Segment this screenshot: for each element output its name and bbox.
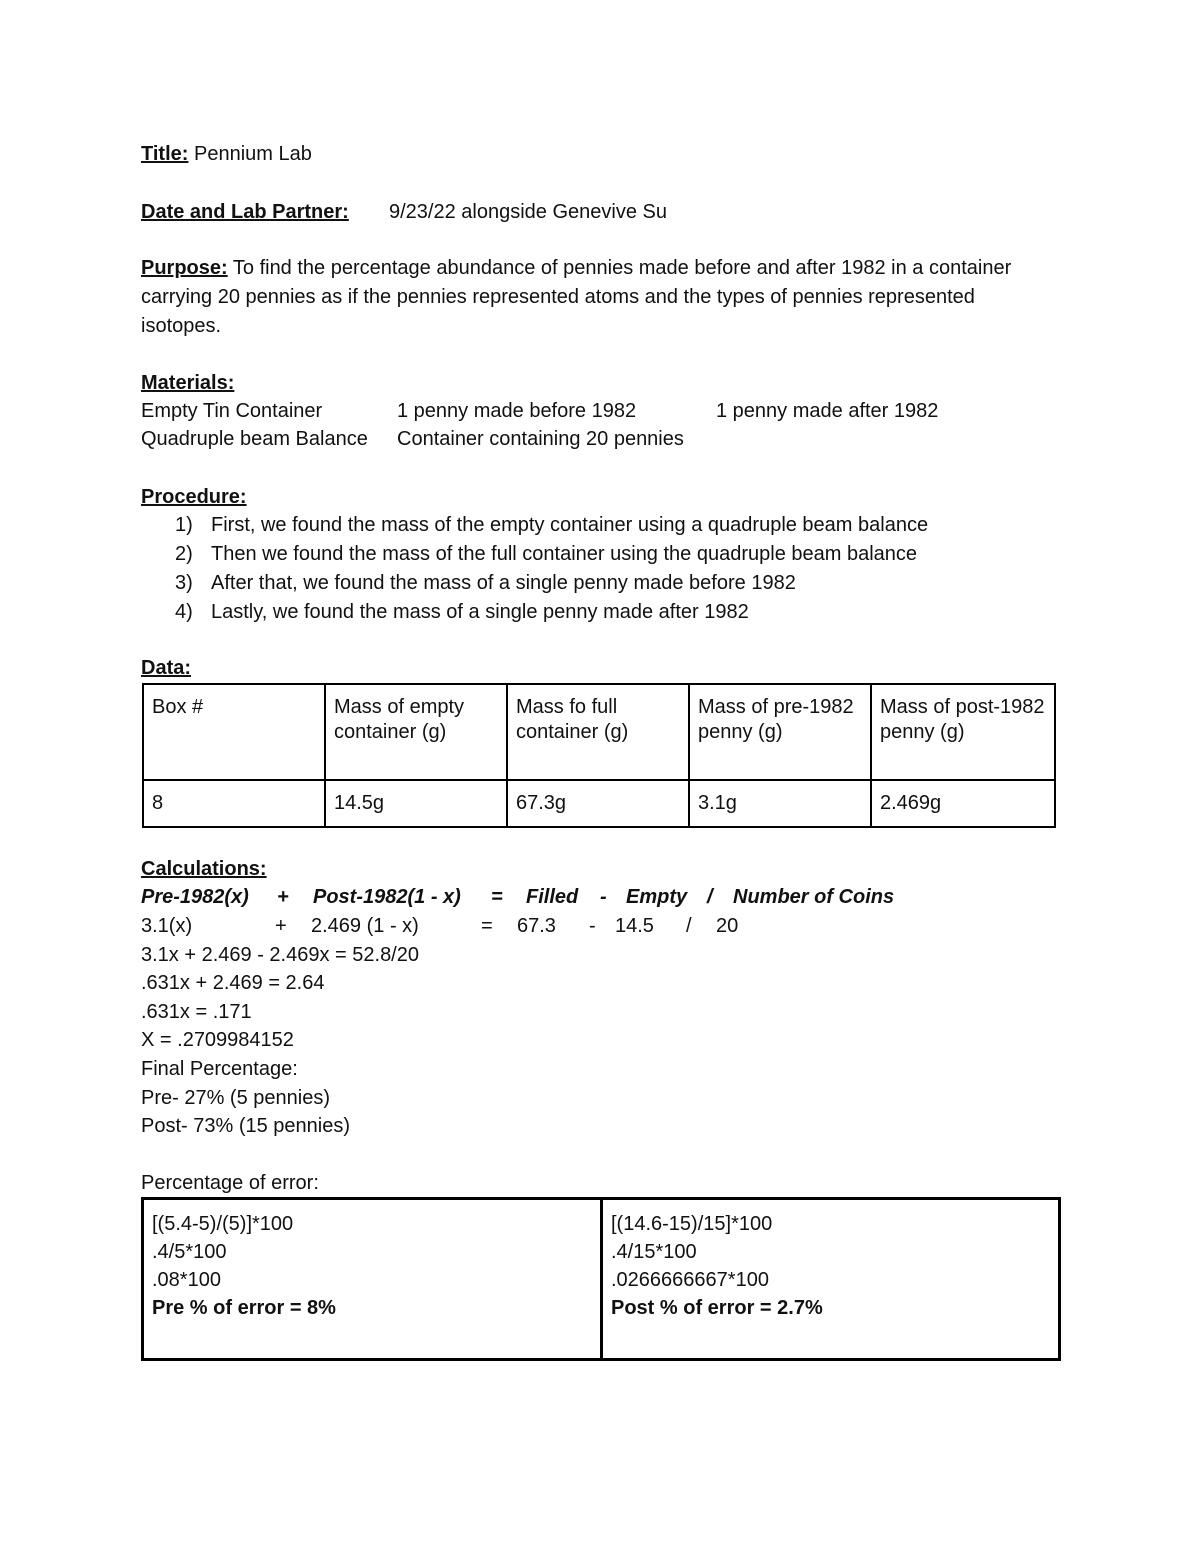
procedure-list: [141, 511, 928, 627]
date-line: [141, 198, 667, 226]
step-number: 3): [175, 572, 193, 594]
material-item: 1 penny made before 1982: [397, 400, 637, 422]
procedure-label: Procedure:: [141, 486, 247, 508]
materials-heading: [141, 369, 234, 397]
formula-term: Empty: [626, 886, 688, 908]
table-cell: 14.5g: [325, 780, 507, 827]
equation-term: 3.1(x): [141, 915, 193, 937]
step-text: Lastly, we found the mass of a single penny made after 1982: [211, 601, 749, 623]
table-header-cell: Mass of pre-1982 penny (g): [689, 684, 871, 780]
pre-error-cell: [152, 1210, 336, 1322]
error-step: .0266666667*100: [611, 1269, 769, 1291]
table-cell: 3.1g: [689, 780, 871, 827]
calc-line: .631x + 2.469 = 2.64: [141, 972, 325, 994]
formula-term: =: [491, 886, 503, 908]
formula-term: -: [600, 886, 607, 908]
table-header-cell: Mass fo full container (g): [507, 684, 689, 780]
materials-label: Materials:: [141, 372, 235, 394]
error-step: .4/5*100: [152, 1241, 227, 1263]
equation-term: 2.469 (1 - x): [311, 915, 419, 937]
formula-term: Pre-1982(x): [141, 886, 249, 908]
table-cell: 67.3g: [507, 780, 689, 827]
material-item: Quadruple beam Balance: [141, 428, 368, 450]
formula-term: Post-1982(1 - x): [313, 886, 461, 908]
list-item: [141, 598, 928, 627]
formula-term: +: [277, 886, 289, 908]
calc-line: Final Percentage:: [141, 1058, 298, 1080]
table-cell: 8: [143, 780, 325, 827]
error-step: [(5.4-5)/(5)]*100: [152, 1213, 294, 1235]
material-item: Empty Tin Container: [141, 400, 323, 422]
post-error-cell: [611, 1210, 823, 1322]
equation-term: =: [481, 915, 493, 937]
equation-term: 67.3: [517, 915, 556, 937]
equation-term: /: [686, 915, 692, 937]
procedure-heading: [141, 483, 247, 511]
error-step: .08*100: [152, 1269, 221, 1291]
title-label: Title:: [141, 143, 189, 165]
step-number: 1): [175, 514, 193, 536]
step-text: First, we found the mass of the empty container using a quadruple beam balance: [211, 514, 929, 536]
table-row: [143, 780, 1055, 827]
list-item: [141, 540, 928, 569]
materials-row-1: [141, 397, 1041, 425]
materials-row-2: [141, 425, 1041, 453]
error-step: [(14.6-15)/15]*100: [611, 1213, 773, 1235]
purpose-paragraph: [141, 254, 1041, 341]
title-value: Pennium Lab: [188, 143, 312, 165]
calc-line: 3.1x + 2.469 - 2.469x = 52.8/20: [141, 944, 419, 966]
post-error-result: Post % of error = 2.7%: [611, 1297, 823, 1319]
list-item: [141, 511, 928, 540]
table-header-row: [143, 684, 1055, 780]
material-item: Container containing 20 pennies: [397, 428, 684, 450]
step-text: Then we found the mass of the full container using the quadruple beam balance: [211, 543, 918, 565]
title-line: [141, 140, 312, 168]
formula-term: Number of Coins: [733, 886, 895, 908]
formula-row: [141, 883, 1041, 911]
calc-line: Pre- 27% (5 pennies): [141, 1087, 330, 1109]
data-heading: [141, 654, 191, 682]
formula-term: Filled: [526, 886, 579, 908]
table-cell: 2.469g: [871, 780, 1055, 827]
calc-line: .631x = .171: [141, 1001, 252, 1023]
data-table: [142, 683, 1056, 828]
step-number: 2): [175, 543, 193, 565]
calculations-heading: [141, 855, 267, 883]
pre-error-result: Pre % of error = 8%: [152, 1297, 336, 1319]
equation-term: 20: [716, 915, 739, 937]
calculations-label: Calculations:: [141, 858, 267, 880]
purpose-label: Purpose:: [141, 257, 228, 279]
date-label: Date and Lab Partner:: [141, 201, 349, 223]
table-header-cell: Mass of empty container (g): [325, 684, 507, 780]
error-divider: [600, 1200, 603, 1358]
data-label: Data:: [141, 657, 192, 679]
formula-term: /: [707, 886, 713, 908]
date-value: 9/23/22 alongside Genevive Su: [389, 201, 667, 223]
step-text: After that, we found the mass of a single penny made before 1982: [211, 572, 796, 594]
error-heading: Percentage of error:: [141, 1172, 319, 1194]
equation-term: +: [275, 915, 287, 937]
step-number: 4): [175, 601, 193, 623]
equation-term: 14.5: [615, 915, 654, 937]
material-item: 1 penny made after 1982: [716, 400, 939, 422]
list-item: [141, 569, 928, 598]
table-header-cell: Box #: [143, 684, 325, 780]
calc-line: Post- 73% (15 pennies): [141, 1115, 351, 1137]
table-header-cell: Mass of post-1982 penny (g): [871, 684, 1055, 780]
purpose-text: To find the percentage abundance of pennies made before and after 1982 in a container carrying 20 pennies as if the pennies represented atoms and the types of pennies represented isotopes.: [141, 257, 1012, 337]
calc-line: X = .2709984152: [141, 1029, 294, 1051]
error-table: [141, 1197, 1061, 1361]
equation-term: -: [589, 915, 596, 937]
error-step: .4/15*100: [611, 1241, 697, 1263]
substituted-row: [141, 912, 1041, 940]
